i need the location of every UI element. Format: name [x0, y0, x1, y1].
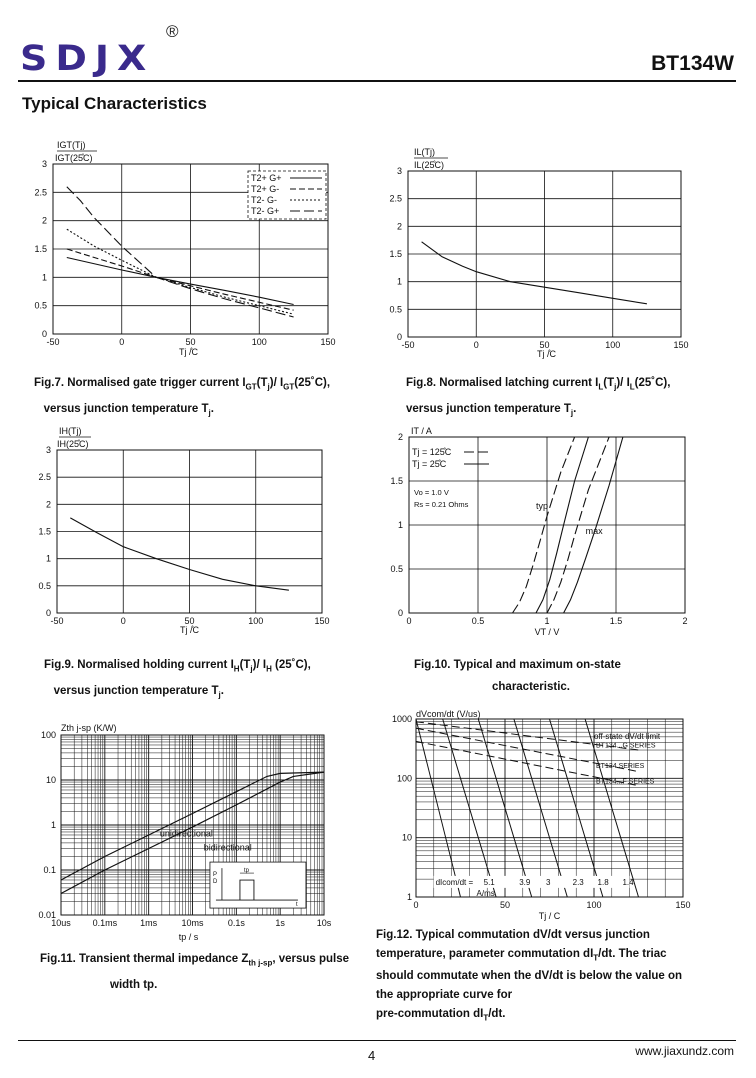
fig11-inset-d: D — [212, 879, 218, 886]
registered-mark: ® — [166, 22, 179, 41]
fig7-caption: Fig.7. Normalised gate trigger current $I_{GT}(T_j)/$ $I_{GT}(25˚C)$, versus junction temperature $T_j$. — [34, 377, 331, 418]
fig11-ylabel: Zth j-sp (K/W) — [61, 723, 117, 733]
fig11-xtick: 10ms — [181, 918, 204, 928]
fig10-xtick: 0 — [406, 616, 412, 626]
fig11-inset-p: P — [212, 872, 217, 879]
fig11-caption: Fig.11. Transient thermal impedance $Z_{th j-sp}$, versus pulse width tp. — [40, 953, 350, 992]
fig7-legend-label: T2+ G+ — [251, 173, 282, 183]
fig10-ytick: 1 — [397, 520, 403, 530]
fig11-ytick: 10 — [45, 775, 56, 785]
fig10-xtick: 0.5 — [471, 616, 485, 626]
fig12-ytick: 10 — [401, 832, 412, 843]
fig11-xtick: 1s — [275, 918, 285, 928]
fig12-ytick: 1000 — [391, 714, 412, 724]
page-number: 4 — [368, 1048, 376, 1063]
fig12-param-line — [416, 719, 461, 897]
fig11-xtick: 0.1ms — [92, 918, 118, 928]
fig7-ytick: 0 — [41, 329, 47, 339]
fig7-ylabel-num: IGT(Tj) — [57, 140, 86, 150]
fig12-xtick: 150 — [675, 900, 691, 910]
fig11-xtick: 1ms — [140, 918, 158, 928]
fig7-ytick: 1.5 — [34, 244, 47, 254]
fig7-xtick: 50 — [185, 337, 196, 347]
fig12-xtick: 0 — [413, 900, 419, 910]
fig8-ytick: 3 — [396, 166, 402, 176]
fig9-xtick: 0 — [120, 616, 126, 626]
fig8-ytick: 2 — [396, 221, 402, 232]
fig11-label-bidirectional: bidirectional — [203, 842, 252, 853]
fig12-param-value: 5.1 — [483, 877, 495, 887]
fig10-caption: Fig.10. Typical and maximum on-state characteristic. — [414, 659, 621, 693]
fig8-xtick: 150 — [673, 340, 689, 350]
fig10-note: Vo = 1.0 V — [414, 488, 449, 497]
fig12-caption: Fig.12. Typical commutation dV/dt versus junction temperature, parameter commutation $dI_T/dt$. The triac should commutate when the dV/dt is below the value on the appropriate curve for pre-commutation $dI_T/dt$. — [376, 929, 683, 1023]
fig8-xtick: 50 — [539, 340, 550, 350]
fig10-ytick: 0 — [397, 608, 403, 618]
fig10-label-typ: typ — [535, 501, 548, 512]
fig8-ytick: 1 — [396, 276, 402, 287]
fig8-xlabel: Tj /̊C — [537, 349, 556, 359]
section-title: Typical Characteristics — [22, 94, 207, 113]
fig12-label-series: BT134 SERIES — [596, 762, 645, 770]
fig12-param-value: 1.4 — [622, 877, 634, 887]
footer-rule — [18, 1040, 736, 1041]
brand-logo: SDJX — [20, 37, 155, 79]
fig12-label-g-series: BT134...G SERIES — [596, 742, 656, 750]
fig8-ytick: 2.5 — [389, 193, 402, 204]
fig9-xtick: 50 — [184, 616, 195, 626]
fig12-label-offstate: off-state dV/dt limit — [594, 732, 661, 742]
fig11-inset-t: t — [295, 902, 298, 909]
fig10-xtick: 2 — [682, 616, 688, 626]
fig10-ytick: 2 — [397, 432, 403, 442]
fig8-ylabel-num: IL(Tj) — [414, 147, 435, 157]
fig11-xtick: 10us — [51, 918, 71, 928]
fig9-caption: Fig.9. Normalised holding current $I_H(T_j)/$ $I_H$ (25˚C), versus junction temperature $T_j$. — [44, 659, 311, 700]
fig7-ytick: 2.5 — [34, 187, 47, 198]
fig12-xtick: 100 — [586, 900, 602, 910]
fig8-xtick: -50 — [401, 340, 415, 350]
fig11-inset-tp: tp — [243, 868, 249, 875]
fig9-ytick: 2.5 — [38, 472, 51, 483]
fig10-label-max: max — [585, 525, 603, 536]
fig10-ytick: 1.5 — [390, 476, 403, 486]
fig11-ytick: 0.01 — [38, 910, 56, 920]
fig9-ytick: 1.5 — [38, 526, 51, 537]
part-number: BT134W — [651, 52, 734, 75]
fig7-ytick: 1 — [41, 272, 47, 283]
fig8-ytick: 1.5 — [389, 249, 402, 259]
fig11-xlabel: tp / s — [178, 932, 199, 942]
fig12-param-value: 3.9 — [519, 877, 531, 887]
fig11-label-unidirectional: unidirectional — [159, 828, 213, 839]
fig9-ylabel-den: IH(25̊C) — [57, 439, 89, 449]
fig10-ytick: 0.5 — [390, 564, 403, 574]
fig11-inset-box — [210, 862, 306, 908]
fig12-xtick: 50 — [499, 900, 511, 910]
fig8-ytick: 0.5 — [389, 304, 402, 315]
fig9-ytick: 2 — [45, 499, 51, 510]
fig12-param-unit: A/ms — [476, 888, 495, 898]
fig10-legend-label: Tj = 125̊C — [412, 447, 452, 457]
fig7-xtick: 0 — [119, 337, 125, 347]
fig11-ytick: 0.1 — [43, 865, 56, 875]
fig10-xtick: 1.5 — [609, 616, 623, 626]
fig7-ytick: 2 — [41, 215, 47, 226]
fig10-xlabel: VT / V — [534, 627, 560, 637]
fig11-xtick: 10s — [316, 918, 332, 928]
fig10-note: Rs = 0.21 Ohms — [414, 500, 469, 509]
fig7-ytick: 0.5 — [34, 300, 47, 311]
fig10-legend-label: Tj = 25̊C — [412, 459, 447, 469]
fig9-ylabel-num: IH(Tj) — [59, 426, 82, 436]
fig9-xtick: -50 — [50, 616, 64, 626]
fig8-xtick: 0 — [473, 340, 479, 350]
fig11-ytick: 100 — [40, 730, 56, 740]
fig12-param-label: dIcom/dt = — [435, 877, 474, 887]
fig9-ytick: 3 — [45, 445, 51, 455]
fig9-ytick: 0.5 — [38, 580, 51, 591]
fig11-xtick: 0.1s — [227, 918, 245, 928]
fig12-xlabel: Tj / C — [538, 911, 561, 921]
fig12-param-value: 1.8 — [597, 877, 609, 887]
fig7-legend-label: T2- G- — [251, 195, 277, 205]
fig10-ylabel: IT / A — [411, 426, 432, 436]
fig12-label-f-series: BT134...F SERIES — [596, 778, 655, 786]
fig12-ylabel: dVcom/dt (V/us) — [416, 709, 481, 719]
fig9-xtick: 150 — [314, 616, 330, 626]
fig12-param-value: 3 — [545, 877, 551, 887]
fig9-ytick: 0 — [45, 608, 51, 618]
fig7-ytick: 3 — [41, 159, 47, 169]
fig9-xtick: 100 — [248, 616, 264, 626]
fig7-xtick: -50 — [46, 337, 60, 347]
fig8-caption: Fig.8. Normalised latching current $I_L(T_j)/$ $I_L(25˚C)$, versus junction temperature $T_j$. — [406, 377, 671, 418]
fig12-ytick: 100 — [396, 773, 412, 784]
fig10-xtick: 1 — [544, 616, 550, 626]
fig12-param-value: 2.3 — [572, 877, 584, 887]
fig7-xlabel: Tj /̊C — [179, 347, 198, 357]
fig7-ylabel-den: IGT(25̊C) — [55, 153, 93, 163]
fig7-legend-label: T2+ G- — [251, 184, 280, 194]
fig8-ytick: 0 — [396, 332, 402, 342]
fig7-legend-label: T2- G+ — [251, 206, 280, 216]
fig9-xlabel: Tj /̊C — [180, 625, 199, 635]
fig8-xtick: 100 — [605, 340, 621, 350]
fig8-ylabel-den: IL(25̊C) — [414, 160, 445, 170]
fig9-ytick: 1 — [45, 553, 51, 564]
fig11-ytick: 1 — [50, 820, 56, 830]
fig7-xtick: 100 — [251, 337, 267, 347]
website-url: www.jiaxundz.com — [635, 1044, 734, 1058]
fig12-ytick: 1 — [406, 892, 412, 902]
fig7-xtick: 150 — [320, 337, 336, 347]
